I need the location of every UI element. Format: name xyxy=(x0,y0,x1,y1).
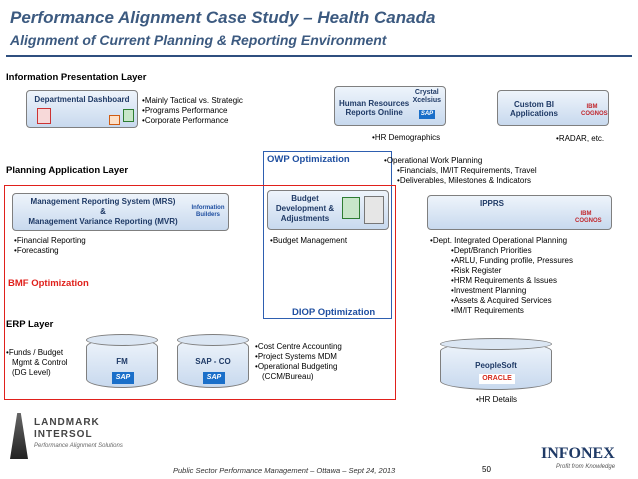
budget-line3: Adjustments xyxy=(280,214,330,223)
budget-box xyxy=(267,190,389,230)
info-layer-label: Information Presentation Layer xyxy=(6,72,147,83)
mrs-bullet-2: • Forecasting xyxy=(14,246,86,256)
budget-bullets xyxy=(270,236,347,246)
ippr-sub-6: • Assets & Acquired Services xyxy=(451,296,573,306)
landmark-logo xyxy=(8,411,158,473)
page-subtitle: Alignment of Current Planning & Reporting Environment xyxy=(10,32,387,48)
mrs-line2: & xyxy=(100,207,106,216)
excel-icon xyxy=(123,109,134,122)
page-number: 50 xyxy=(482,465,491,474)
hr-online-box xyxy=(334,86,446,126)
ippr-sub-1: • Dept/Branch Priorities xyxy=(451,246,573,256)
custom-bi-label xyxy=(510,100,558,118)
mrs-label xyxy=(17,197,189,227)
mrs-line1: Management Reporting System (MRS) xyxy=(30,197,176,206)
funds-cont-1: Mgmt & Control xyxy=(12,358,68,367)
dashboard-bullets xyxy=(142,96,243,126)
mrs-bullets xyxy=(14,236,86,256)
ippr-sub-4: • HRM Requirements & Issues xyxy=(451,276,573,286)
fm-database-top xyxy=(86,334,158,346)
hr-details-note xyxy=(476,395,517,405)
sap-logo-icon: SAP xyxy=(420,111,434,117)
co-bullet-1: • Cost Centre Accounting xyxy=(255,342,342,352)
hr-details-bullet: • HR Details xyxy=(476,395,517,405)
lighthouse-icon xyxy=(10,413,28,459)
owp-bullet-1: • Operational Work Planning xyxy=(384,156,482,166)
hr-online-note xyxy=(372,133,440,143)
owp-bullets xyxy=(384,156,482,166)
logo-line1: LANDMARK xyxy=(34,417,100,428)
crystal-xcelsius-label xyxy=(413,89,441,105)
erp-layer-label: ERP Layer xyxy=(6,319,54,330)
bmf-label: BMF Optimization xyxy=(8,278,89,289)
hr-online-line1: Human Resources xyxy=(339,99,410,108)
hr-online-line2: Reports Online xyxy=(345,108,403,117)
custom-bi-line2: Applications xyxy=(510,109,559,118)
dashboard-bullet-2: • Programs Performance xyxy=(142,106,243,116)
fm-label: FM xyxy=(116,357,128,366)
ibm-cognos-logo: IBM COGNOS xyxy=(575,211,602,224)
infonex-tagline: Profit from Knowledge xyxy=(556,464,616,470)
co-bullet-2: • Project Systems MDM xyxy=(255,352,342,362)
custom-bi-note xyxy=(556,134,604,144)
ippr-subbullets xyxy=(451,246,573,316)
information-builders-logo: Information Builders xyxy=(191,205,225,218)
crystal-label: Crystal xyxy=(414,89,439,96)
ippr-bullets xyxy=(430,236,567,246)
funds-bullets xyxy=(6,348,63,358)
dashboard-box xyxy=(26,90,138,128)
budget-label xyxy=(270,194,340,224)
custom-bi-box xyxy=(497,90,609,126)
ippr-sub-2: • ARLU, Funding profile, Pressures xyxy=(451,256,573,266)
mrs-box xyxy=(12,193,229,231)
hr-online-bullet: • HR Demographics xyxy=(372,133,440,143)
peoplesoft-label: PeopleSoft xyxy=(475,361,517,370)
mrs-bullet-1: • Financial Reporting xyxy=(14,236,86,246)
sap-logo-icon: SAP xyxy=(112,372,134,384)
sapco-database-top xyxy=(177,334,249,346)
budget-bullet-1: • Budget Management xyxy=(270,236,347,246)
funds-cont-2: (DG Level) xyxy=(12,368,51,377)
server-icon xyxy=(364,196,384,224)
powerpoint-icon xyxy=(109,115,120,125)
funds-bullet-1: • Funds / Budget xyxy=(6,348,63,358)
custom-bi-bullet: • RADAR, etc. xyxy=(556,134,604,144)
co-cont xyxy=(262,372,314,382)
mrs-line3: Management Variance Reporting (MVR) xyxy=(28,217,178,226)
budget-line2: Development & xyxy=(275,204,335,213)
oracle-logo: ORACLE xyxy=(479,374,515,384)
budget-line1: Budget xyxy=(291,194,319,203)
sapco-label: SAP - CO xyxy=(195,357,231,366)
ippr-bullet-1: • Dept. Integrated Operational Planning xyxy=(430,236,567,246)
dashboard-bullet-1: • Mainly Tactical vs. Strategic xyxy=(142,96,243,106)
page-title: Performance Alignment Case Study – Health Canada xyxy=(10,8,436,27)
hr-online-label xyxy=(339,99,409,117)
ippr-sub-7: • IM/IT Requirements xyxy=(451,306,573,316)
infonex-logo: INFONEX xyxy=(541,445,615,462)
owp-sub-2: • Deliverables, Milestones & Indicators xyxy=(397,176,537,186)
title-rule xyxy=(6,55,632,57)
owp-subbullets xyxy=(397,166,537,186)
owp-sub-1: • Financials, IM/IT Requirements, Travel xyxy=(397,166,537,176)
co-bullets xyxy=(255,342,342,372)
ippr-sub-3: • Risk Register xyxy=(451,266,573,276)
ippr-sub-5: • Investment Planning xyxy=(451,286,573,296)
logo-tagline: Performance Alignment Solutions xyxy=(34,443,123,449)
footer-center: Public Sector Performance Management – Ottawa – Sept 24, 2013 xyxy=(173,466,396,475)
logo-line2: INTERSOL xyxy=(34,429,93,440)
planning-layer-label: Planning Application Layer xyxy=(6,165,129,176)
custom-bi-line1: Custom BI xyxy=(514,100,554,109)
ippr-label: IPPRS xyxy=(479,199,504,208)
co-cont-1: (CCM/Bureau) xyxy=(262,372,314,381)
owp-label: OWP Optimization xyxy=(267,154,350,165)
sap-logo-icon: SAP xyxy=(203,372,225,384)
dashboard-doc-icon xyxy=(37,108,51,124)
ibm-cognos-logo: IBM COGNOS xyxy=(581,104,608,117)
co-bullet-3: • Operational Budgeting xyxy=(255,362,342,372)
dashboard-bullet-3: • Corporate Performance xyxy=(142,116,243,126)
dashboard-label: Departmental Dashboard xyxy=(34,95,130,104)
funds-cont xyxy=(12,358,68,378)
peoplesoft-database-top xyxy=(440,338,552,350)
diop-label: DIOP Optimization xyxy=(292,307,376,318)
xcelsius-label: Xcelsius xyxy=(412,97,441,104)
excel-icon xyxy=(342,197,360,219)
ippr-box xyxy=(427,195,612,230)
